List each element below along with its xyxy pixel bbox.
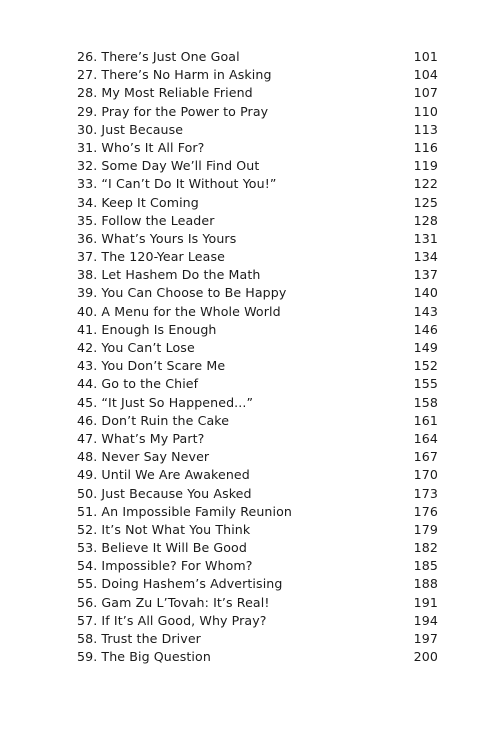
- toc-entry-title: 33. “I Can’t Do It Without You!”: [77, 176, 277, 192]
- toc-entry-title: 52. It’s Not What You Think: [77, 521, 251, 537]
- toc-entry: [77, 630, 438, 648]
- toc-entry: [77, 48, 438, 66]
- toc-entry: [77, 594, 438, 612]
- toc-entry-title: 36. What’s Yours Is Yours: [77, 230, 237, 246]
- toc-entry-page: 200: [413, 649, 438, 665]
- toc-entry-page: 119: [413, 158, 438, 174]
- toc-entry: [77, 575, 438, 593]
- toc-entry-title: 45. “It Just So Happened...”: [77, 394, 254, 410]
- toc-entry-page: 104: [413, 67, 438, 83]
- toc-entry-title: 53. Believe It Will Be Good: [77, 540, 247, 556]
- table-of-contents: [77, 48, 438, 666]
- toc-entry-page: 158: [413, 394, 438, 410]
- toc-entry-page: 128: [413, 212, 438, 228]
- toc-entry: [77, 157, 438, 175]
- toc-entry-title: 37. The 120-Year Lease: [77, 249, 225, 265]
- toc-entry-title: 48. Never Say Never: [77, 449, 210, 465]
- toc-entry-page: 188: [413, 576, 438, 592]
- toc-entry-page: 110: [413, 103, 438, 119]
- toc-entry: [77, 557, 438, 575]
- toc-entry-page: 161: [413, 412, 438, 428]
- toc-entry: [77, 357, 438, 375]
- toc-entry-title: 46. Don’t Ruin the Cake: [77, 412, 230, 428]
- toc-entry: [77, 466, 438, 484]
- toc-entry: [77, 394, 438, 412]
- toc-entry-title: 57. If It’s All Good, Why Pray?: [77, 612, 267, 628]
- toc-entry-title: 59. The Big Question: [77, 649, 211, 665]
- toc-entry: [77, 303, 438, 321]
- toc-entry-page: 197: [413, 631, 438, 646]
- toc-entry: [77, 430, 438, 448]
- toc-entry: [77, 321, 438, 339]
- toc-entry-title: 28. My Most Reliable Friend: [77, 85, 253, 101]
- toc-entry: [77, 375, 438, 393]
- toc-entry-title: 56. Gam Zu L’Tovah: It’s Real!: [77, 594, 270, 610]
- toc-entry: [77, 103, 438, 121]
- toc-entry-title: 54. Impossible? For Whom?: [77, 558, 253, 574]
- toc-entry: [77, 212, 438, 230]
- toc-entry: [77, 230, 438, 248]
- toc-entry-page: 113: [413, 121, 438, 137]
- toc-entry-title: 34. Keep It Coming: [77, 194, 199, 210]
- toc-entry-page: 143: [413, 303, 438, 319]
- toc-entry-title: 29. Pray for the Power to Pray: [77, 103, 269, 119]
- toc-entry-title: 58. Trust the Driver: [77, 631, 201, 646]
- toc-entry-title: 32. Some Day We’ll Find Out: [77, 158, 260, 174]
- toc-entry-title: 40. A Menu for the Whole World: [77, 303, 281, 319]
- toc-entry: [77, 485, 438, 503]
- toc-entry-title: 35. Follow the Leader: [77, 212, 215, 228]
- toc-entry-title: 44. Go to the Chief: [77, 376, 199, 392]
- toc-entry-page: 182: [413, 540, 438, 556]
- toc-entry-page: 149: [413, 340, 438, 355]
- toc-entry-page: 185: [413, 558, 438, 574]
- toc-entry: [77, 266, 438, 284]
- toc-entry-page: 122: [413, 176, 438, 192]
- toc-entry-page: 164: [413, 430, 438, 446]
- toc-entry-title: 31. Who’s It All For?: [77, 139, 205, 155]
- toc-entry-title: 38. Let Hashem Do the Math: [77, 267, 261, 283]
- toc-entry-title: 43. You Don’t Scare Me: [77, 358, 226, 374]
- toc-entry: [77, 284, 438, 302]
- toc-entry-page: 173: [413, 485, 438, 501]
- toc-entry-page: 146: [413, 321, 438, 337]
- toc-entry-page: 152: [413, 358, 438, 374]
- toc-entry-page: 194: [413, 612, 438, 628]
- toc-entry-title: 41. Enough Is Enough: [77, 321, 217, 337]
- toc-entry: [77, 121, 438, 139]
- toc-entry-page: 140: [413, 285, 438, 301]
- toc-entry: [77, 539, 438, 557]
- toc-entry-title: 42. You Can’t Lose: [77, 340, 195, 355]
- toc-entry-title: 26. There’s Just One Goal: [77, 49, 240, 64]
- toc-entry-title: 47. What’s My Part?: [77, 430, 205, 446]
- toc-entry-page: 101: [413, 49, 438, 64]
- toc-entry-title: 30. Just Because: [77, 121, 184, 137]
- toc-entry: [77, 175, 438, 193]
- toc-entry-page: 167: [413, 449, 438, 465]
- toc-entry-title: 55. Doing Hashem’s Advertising: [77, 576, 283, 592]
- toc-entry-page: 191: [413, 594, 438, 610]
- toc-entry-page: 170: [413, 467, 438, 483]
- toc-entry: [77, 648, 438, 666]
- toc-entry-page: 134: [413, 249, 438, 265]
- toc-entry-page: 176: [413, 503, 438, 519]
- toc-entry: [77, 248, 438, 266]
- toc-entry-page: 179: [413, 521, 438, 537]
- toc-entry: [77, 339, 438, 357]
- toc-entry-title: 39. You Can Choose to Be Happy: [77, 285, 287, 301]
- toc-entry: [77, 412, 438, 430]
- toc-entry-title: 50. Just Because You Asked: [77, 485, 252, 501]
- toc-entry-page: 125: [413, 194, 438, 210]
- toc-entry-title: 51. An Impossible Family Reunion: [77, 503, 292, 519]
- toc-entry: [77, 521, 438, 539]
- toc-entry: [77, 194, 438, 212]
- toc-entry-page: 155: [413, 376, 438, 392]
- toc-entry: [77, 139, 438, 157]
- toc-entry-page: 137: [413, 267, 438, 283]
- toc-entry-page: 116: [413, 139, 438, 155]
- toc-entry: [77, 66, 438, 84]
- toc-entry-page: 107: [413, 85, 438, 101]
- toc-entry: [77, 84, 438, 102]
- toc-entry-title: 27. There’s No Harm in Asking: [77, 67, 272, 83]
- toc-entry-page: 131: [413, 230, 438, 246]
- toc-entry: [77, 612, 438, 630]
- toc-entry: [77, 448, 438, 466]
- toc-entry: [77, 503, 438, 521]
- toc-entry-title: 49. Until We Are Awakened: [77, 467, 250, 483]
